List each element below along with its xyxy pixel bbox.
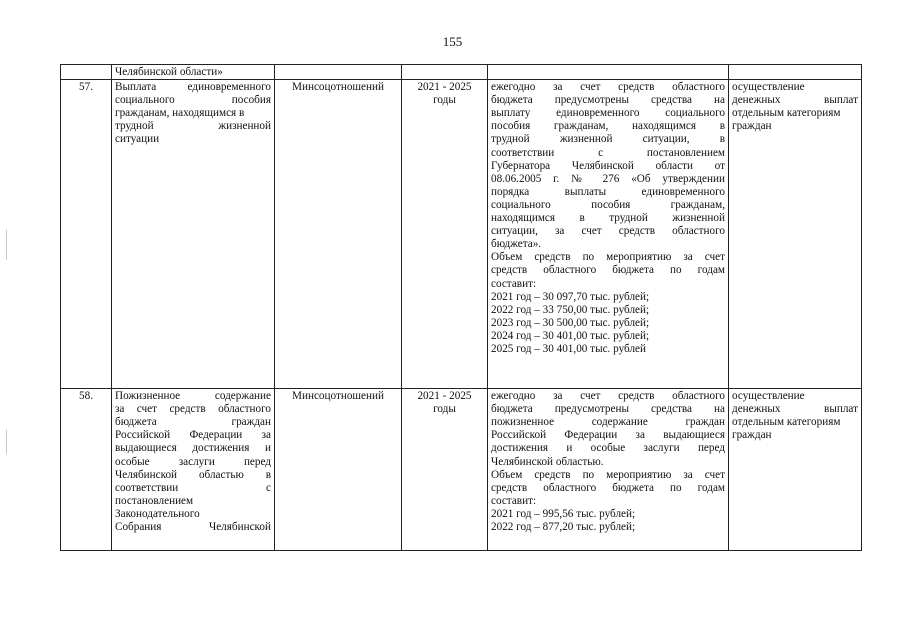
description-line: Челябинской областью. — [491, 455, 604, 468]
name-line: выдающиеся достижения и — [115, 442, 271, 455]
description-line: выплату единовременного социального — [491, 107, 725, 120]
result-line: отдельным категориям — [732, 107, 841, 120]
description-line: бюджета предусмотрены средства на — [491, 403, 725, 416]
name-line: трудной жизненной — [115, 120, 271, 133]
name-line: Челябинской областью в — [115, 468, 271, 481]
result-line: денежных выплат — [732, 403, 858, 416]
description-line: достижения и особые заслуги перед — [491, 442, 725, 455]
binding-margin-line — [6, 430, 7, 454]
name-line: постановлением — [115, 494, 194, 507]
table-row — [61, 389, 862, 551]
name-line: соответствии с — [115, 481, 271, 494]
executor: Минсоцотношений — [275, 80, 402, 389]
description-line: пособия гражданам, находящимся в — [491, 120, 725, 133]
name-line: Пожизненное содержание — [115, 390, 271, 403]
description-line: 08.06.2005 г. № 276 «Об утверждении — [491, 172, 725, 185]
period-line: 2021 - 2025 — [417, 390, 472, 403]
result-line: отдельным категориям — [732, 416, 841, 429]
description-line: Объем средств по мероприятию за счет — [491, 468, 725, 481]
description-line: бюджета предусмотрены средства на — [491, 94, 725, 107]
name-line: Законодательного — [115, 507, 200, 520]
cell-num — [61, 65, 112, 80]
period-line: годы — [433, 403, 456, 416]
result-line: граждан — [732, 120, 772, 133]
name-line: Собрания Челябинской — [115, 521, 271, 534]
measure-name — [112, 389, 275, 551]
description-line: социального пособия гражданам, — [491, 198, 725, 211]
cell-name — [112, 65, 275, 80]
name-line: особые заслуги перед — [115, 455, 271, 468]
executor: Минсоцотношений — [275, 389, 402, 551]
description-line: ситуации, за счет средств областного — [491, 225, 725, 238]
cell-description — [488, 65, 729, 80]
description-line: составит: — [491, 494, 537, 507]
description-line: порядка выплаты единовременного — [491, 185, 725, 198]
funding-year-line: 2021 год – 30 097,70 тыс. рублей; — [491, 290, 650, 303]
description-line: Российской Федерации за выдающиеся — [491, 429, 725, 442]
measure-name — [112, 80, 275, 389]
expected-result — [729, 80, 862, 389]
continuation-row — [61, 65, 862, 80]
name-line: гражданам, находящимся в — [115, 107, 245, 120]
name-line: Челябинской области» — [115, 66, 223, 78]
name-line: Российской Федерации за — [115, 429, 271, 442]
result-line: осуществление — [732, 390, 805, 403]
funding-year-line: 2022 год – 33 750,00 тыс. рублей; — [491, 303, 650, 316]
result-line: граждан — [732, 429, 772, 442]
description-line: соответствии с постановлением — [491, 146, 725, 159]
result-line: денежных выплат — [732, 94, 858, 107]
cell-executor — [275, 65, 402, 80]
period — [402, 389, 488, 551]
name-line: социального пособия — [115, 94, 271, 107]
period-line: 2021 - 2025 — [417, 81, 472, 94]
period-line: годы — [433, 94, 456, 107]
row-number: 57. — [61, 80, 112, 389]
row-number: 58. — [61, 389, 112, 551]
table-row — [61, 80, 862, 389]
name-line: бюджета граждан — [115, 416, 271, 429]
funding-year-line: 2022 год – 877,20 тыс. рублей; — [491, 521, 636, 534]
funding-year-line: 2025 год – 30 401,00 тыс. рублей — [491, 342, 646, 355]
description-line: Губернатора Челябинской области от — [491, 159, 725, 172]
measure-description — [488, 389, 729, 551]
period — [402, 80, 488, 389]
name-line: Выплата единовременного — [115, 81, 271, 94]
funding-year-line: 2021 год – 995,56 тыс. рублей; — [491, 507, 636, 520]
description-line: бюджета». — [491, 238, 542, 251]
description-line: составит: — [491, 277, 537, 290]
cell-result — [729, 65, 862, 80]
description-line: находящимся в трудной жизненной — [491, 212, 725, 225]
name-line: за счет средств областного — [115, 403, 271, 416]
funding-year-line: 2023 год – 30 500,00 тыс. рублей; — [491, 316, 650, 329]
description-line: ежегодно за счет средств областного — [491, 390, 725, 403]
name-line: ситуации — [115, 133, 160, 146]
funding-year-line: 2024 год – 30 401,00 тыс. рублей; — [491, 329, 650, 342]
result-line: осуществление — [732, 81, 805, 94]
page-number: 155 — [442, 34, 463, 49]
expected-result — [729, 389, 862, 551]
description-line: Объем средств по мероприятию за счет — [491, 251, 725, 264]
description-line: ежегодно за счет средств областного — [491, 81, 725, 94]
measure-description — [488, 80, 729, 389]
description-line: пожизненное содержание граждан — [491, 416, 725, 429]
binding-margin-line — [6, 230, 7, 260]
description-line: средств областного бюджета по годам — [491, 481, 725, 494]
cell-period — [402, 65, 488, 80]
description-line: трудной жизненной ситуации, в — [491, 133, 725, 146]
description-line: средств областного бюджета по годам — [491, 264, 725, 277]
measures-table — [60, 64, 862, 551]
